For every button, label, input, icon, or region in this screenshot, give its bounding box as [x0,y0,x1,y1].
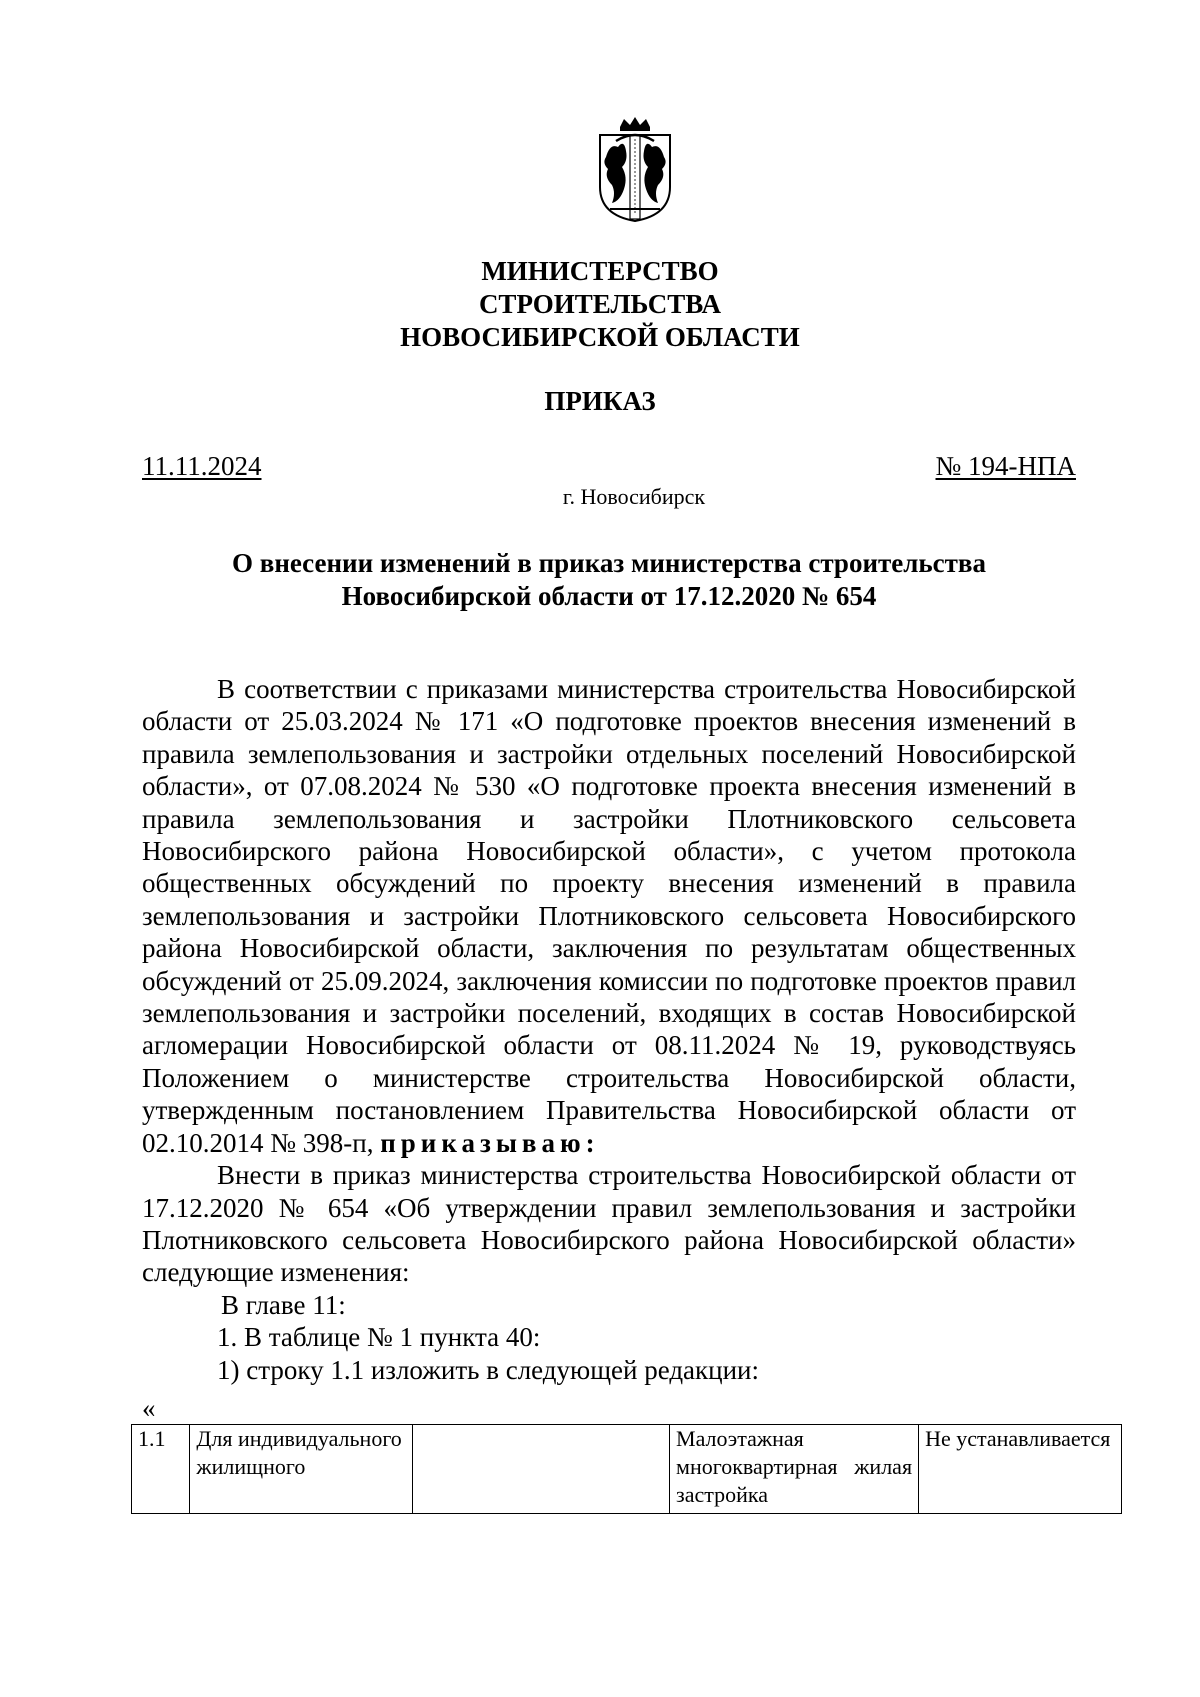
paragraph-table-ref: 1. В таблице № 1 пункта 40: [217,1322,541,1353]
document-city: г. Новосибирск [562,484,706,509]
cell-purpose: Для индивидуального жилищного [190,1425,412,1514]
quote-open: « [142,1393,156,1423]
subject-line-1: О внесении изменений в приказ министерства строительства [231,548,987,578]
document-body [142,673,1076,1386]
ministry-line-2: СТРОИТЕЛЬСТВА [478,289,722,319]
cell-zone-type: Малоэтажная многоквартирная жилая застройка [670,1425,919,1514]
ministry-line-1: МИНИСТЕРСТВО [481,256,719,286]
document-number: № 194-НПА [935,451,1076,481]
order-keyword: приказываю: [380,1127,600,1158]
paragraph-row-edit: 1) строку 1.1 изложить в следующей редакции: [217,1354,760,1385]
paragraph-preamble [142,673,1076,1159]
subject-line-2: Новосибирской области от 17.12.2020 № 654 [341,581,877,611]
table-row [132,1425,1122,1514]
coat-of-arms-icon [590,117,680,225]
document-date: 11.11.2024 [142,451,262,481]
cell-limit: Не устанавливается [919,1425,1122,1514]
paragraph-chapter: В главе 11: [221,1289,346,1320]
amendment-table [131,1424,1122,1514]
cell-number: 1.1 [132,1425,190,1514]
document-type: ПРИКАЗ [544,386,656,416]
paragraph-amendment: Внести в приказ министерства строительства Новосибирской области от 17.12.2020 № 654 «Об утверждении правил землепользования и застройки Плотниковского сельсовета Новосибирского района Новосибирской области» следующие изменения: [142,1160,1076,1288]
ministry-name [0,255,1200,354]
preamble-text: В соответствии с приказами министерства строительства Новосибирской области от 25.03.2024 № 171 «О подготовке проектов внесения изменений в правила землепользования и застройки отдельных поселений Новосибирской области», от 07.08.2024 № 530 «О подготовке проекта внесения изменений в правила землепользования и застройки Плотниковского сельсовета Новосибирского района Новосибирской области», с учетом протокола общественных обсуждений по проекту внесения изменений в правила землепользования и застройки Плотниковского сельсовета Новосибирского района Новосибирской области, заключения по результатам общественных обсуждений от 25.09.2024, заключения комиссии по подготовке проектов правил землепользования и застройки поселений, входящих в состав Новосибирской агломерации Новосибирской области от 08.11.2024 № 19, руководствуясь Положением о министерстве строительства Новосибирской области, утвержденным постановлением Правительства Новосибирской области от 02.10.2014 № 398-п, [142,674,1076,1158]
cell-empty [412,1425,669,1514]
document-subject [142,547,1076,613]
ministry-line-3: НОВОСИБИРСКОЙ ОБЛАСТИ [400,322,800,352]
